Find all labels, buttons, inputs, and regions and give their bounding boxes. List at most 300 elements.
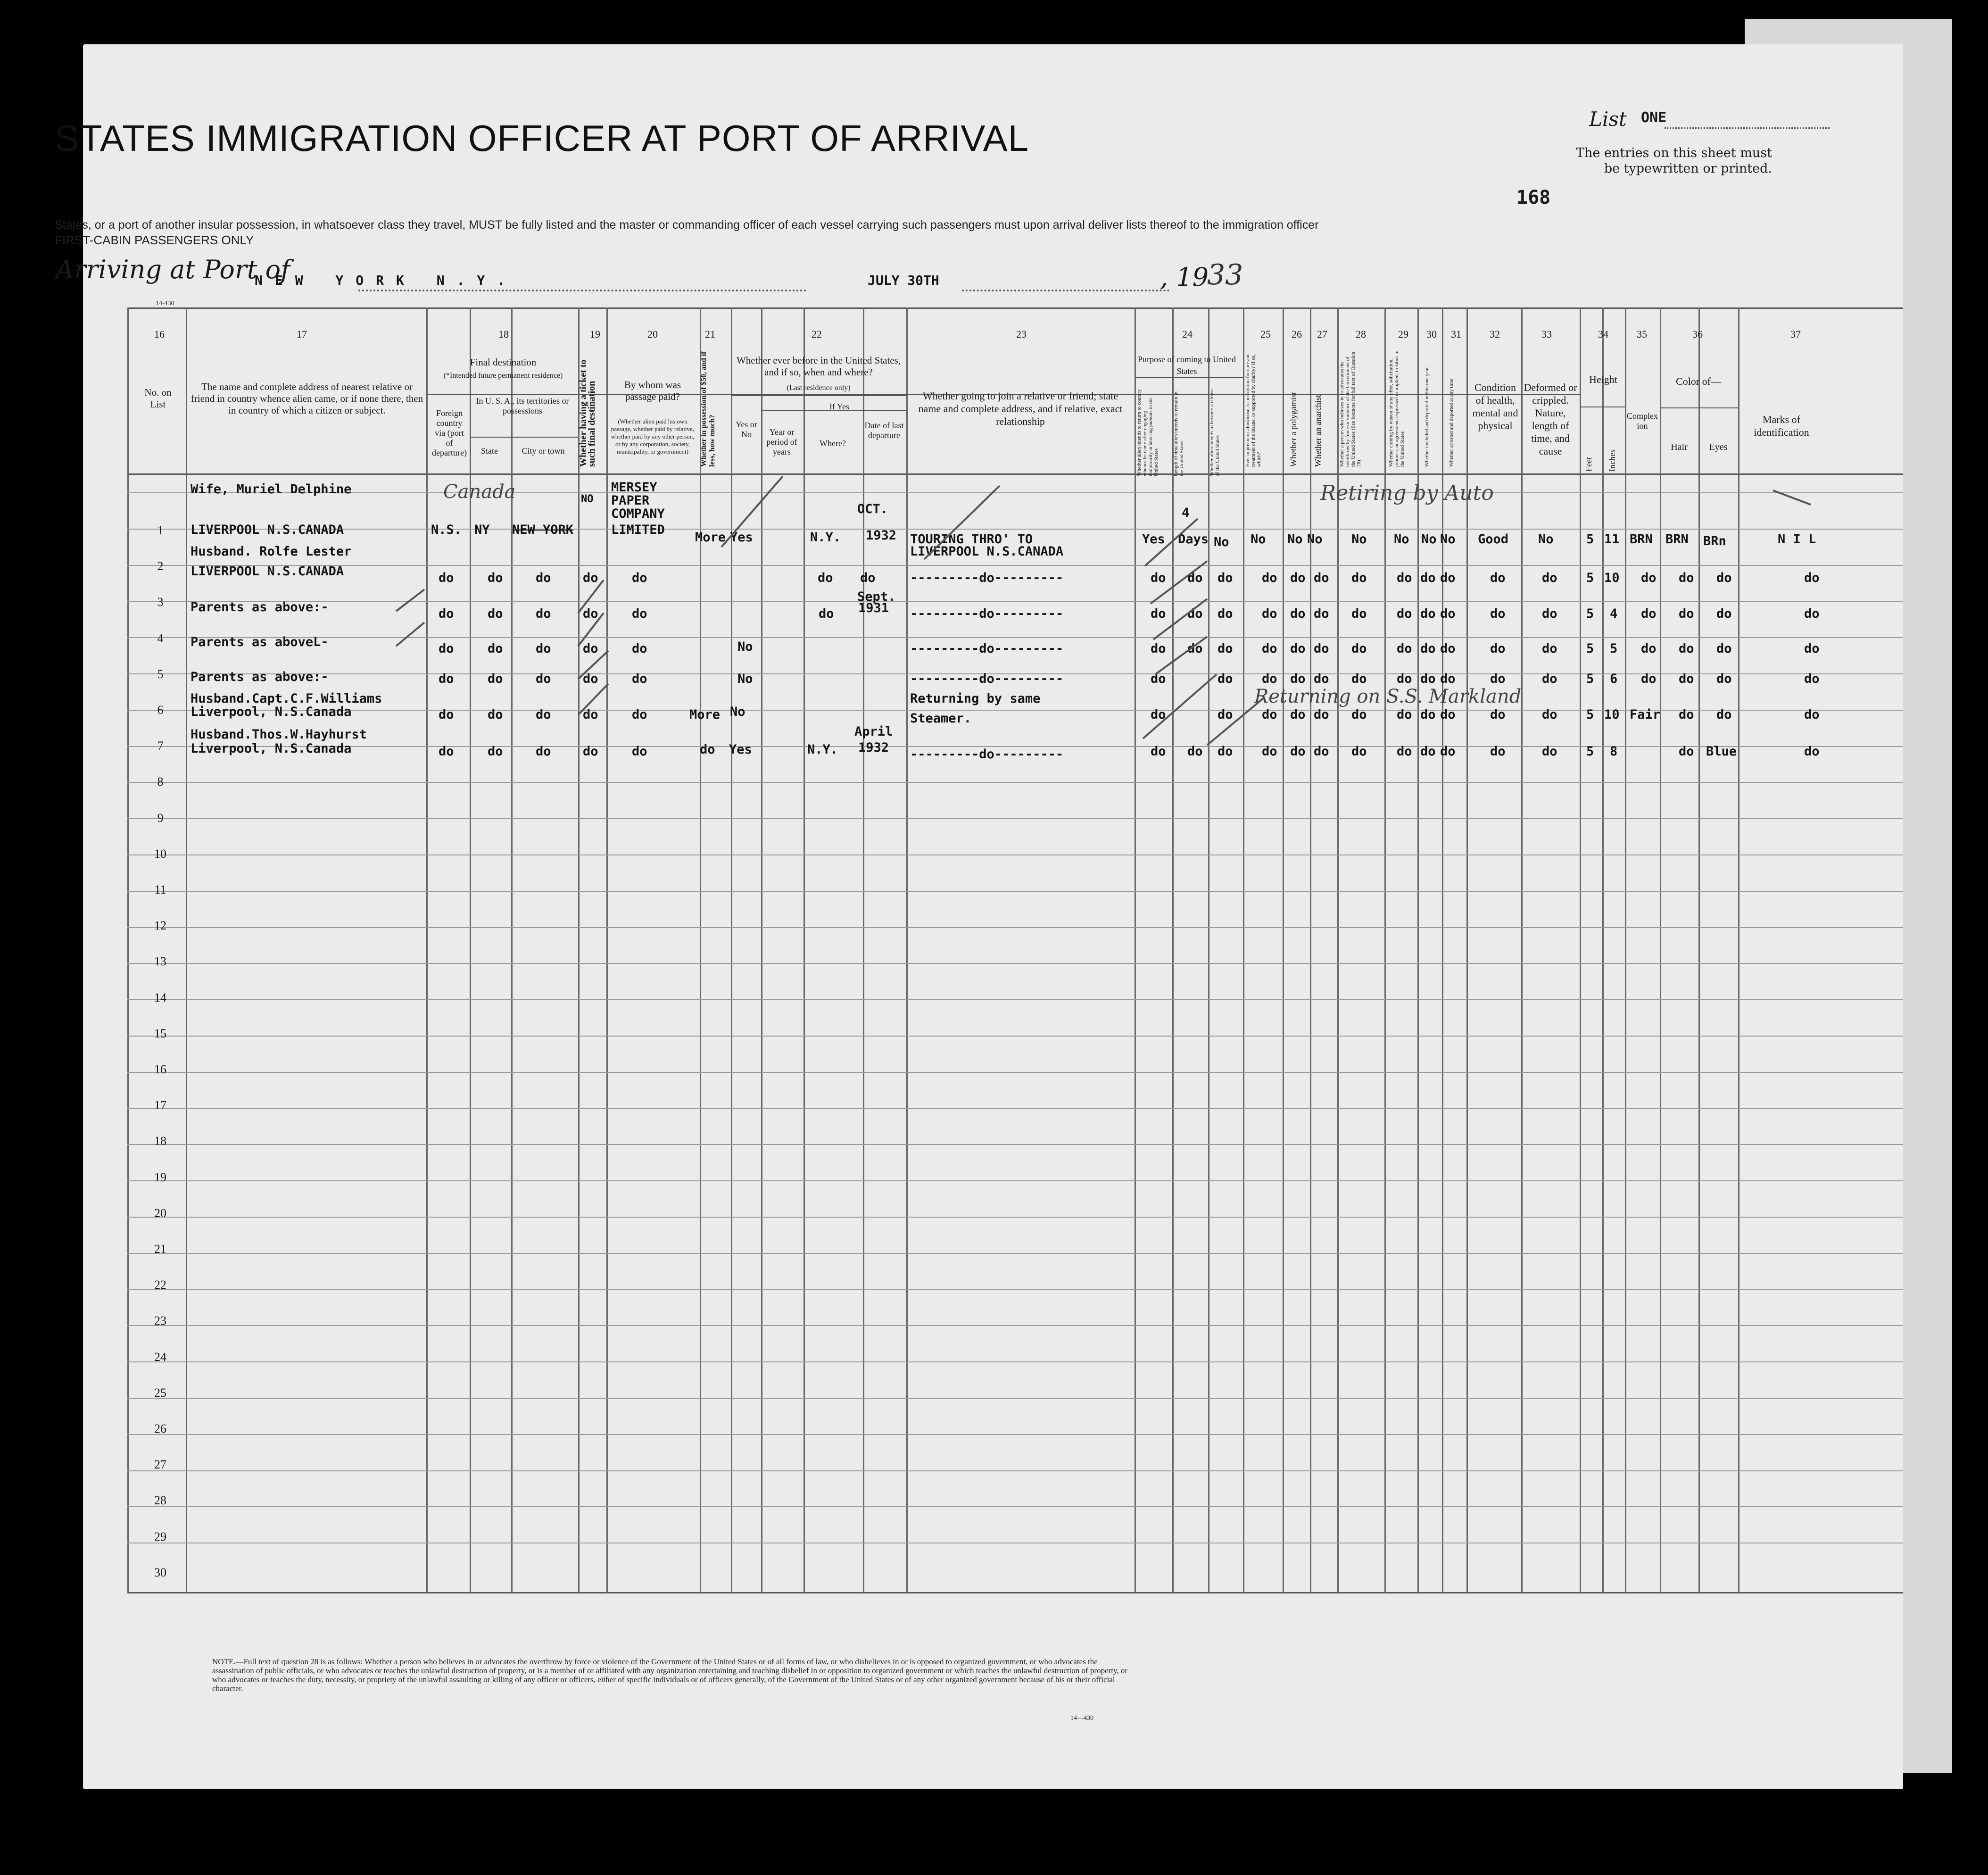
entry-r1-eyes: BRn <box>1703 534 1726 548</box>
entry-r6-complexion: Fair <box>1630 707 1661 722</box>
ditto-mark: do <box>536 571 551 585</box>
header-going-to-join: Whether going to join a relative or friend; state name and complete address, and if relative, exact relationship <box>918 390 1123 427</box>
row-number: 27 <box>154 1458 166 1471</box>
row-number: 29 <box>154 1530 166 1543</box>
first-cabin-label: FIRST-CABIN PASSENGERS ONLY <box>55 233 254 247</box>
ditto-mark: do <box>1314 571 1329 585</box>
ditto-mark: do <box>1151 707 1166 722</box>
header-purpose: Purpose of coming to United States <box>1138 355 1236 376</box>
entry-r4-feet: 5 <box>1586 641 1594 656</box>
entry-r2-name: LIVERPOOL N.S.CANADA <box>191 564 344 579</box>
page-title: STATES IMMIGRATION OFFICER AT PORT OF ARRIVAL <box>55 117 1029 159</box>
row-number: 18 <box>154 1134 166 1148</box>
handwritten-returning: Returning on S.S. Markland <box>1254 686 1522 707</box>
col-number: 16 <box>154 328 165 340</box>
col-number: 17 <box>297 328 307 340</box>
row-number: 17 <box>154 1098 166 1112</box>
entry-pre1-passage3: COMPANY <box>611 506 665 521</box>
ditto-mark: do <box>1218 641 1233 656</box>
header-final-destination: Final destination <box>470 357 537 368</box>
ditto-mark: do <box>1351 641 1367 656</box>
ditto-mark: do <box>1542 744 1557 759</box>
ditto-mark: do <box>1187 641 1203 656</box>
entry-r6-name: Liverpool, N.S.Canada <box>191 705 352 719</box>
ditto-mark: do <box>632 606 647 621</box>
ditto-mark: do <box>818 571 833 585</box>
row-number: 9 <box>157 811 164 825</box>
header-q30: Whether excluded and deported within one year <box>1424 367 1430 467</box>
ditto-mark: do <box>1262 641 1277 656</box>
header-anarchist: Whether an anarchist <box>1313 395 1323 467</box>
ditto-mark: do <box>1641 672 1657 686</box>
entry-r1-where: N.Y. <box>810 530 841 545</box>
ditto-mark: do <box>1151 641 1166 656</box>
ditto-mark: do <box>1490 641 1506 656</box>
ditto-mark: do <box>1641 571 1657 585</box>
form-number: 14-430 <box>156 300 174 307</box>
footnote-form-number: 14—430 <box>1070 1715 1093 1722</box>
ditto-mark: do <box>1679 744 1694 759</box>
year-prefix: , 19 <box>1160 262 1209 292</box>
entry-pre6-name: Husband.Capt.C.F.Williams <box>191 691 382 706</box>
entry-r2-feet: 5 <box>1586 571 1594 585</box>
ditto-mark: do <box>1397 707 1412 722</box>
ditto-mark: do <box>583 571 598 585</box>
row-number: 26 <box>154 1422 166 1435</box>
header-purpose-c: Whether alien intends to become a citizen of the United States <box>1209 389 1220 476</box>
header-purpose-b: Length of time alien intends to remain in the United States <box>1173 391 1185 476</box>
entry-pre7-date: April <box>854 724 893 739</box>
row-number: 13 <box>154 954 166 968</box>
header-purpose-a: Whether alien intends to return to country whence he came after engaging temporarily in laboring pursuits in the United States <box>1136 389 1159 476</box>
entry-r1-marks: N I L <box>1778 532 1816 547</box>
col-number: 26 <box>1292 328 1302 340</box>
header-state: State <box>481 446 498 456</box>
entry-r1-state: NY <box>474 523 490 537</box>
ditto-mark: do <box>1290 571 1306 585</box>
header-fifty-dollars: Whether in possession of $50, and if less, how much? <box>700 351 716 467</box>
ditto-mark: do <box>1351 571 1367 585</box>
row-number: 2 <box>157 559 164 573</box>
ditto-mark: do <box>1420 672 1436 686</box>
header-date-departure: Date of last departure <box>864 421 904 440</box>
row-number: 28 <box>154 1493 166 1507</box>
col-number: 24 <box>1182 328 1193 340</box>
ditto-mark: do <box>632 571 647 585</box>
ditto-mark: do <box>536 641 551 656</box>
row-number: 24 <box>154 1350 166 1364</box>
header-q28: Whether a person who believes in or advocates the overthrow by force or violence of the Government of the United States (See footnote for full text of Question 28) <box>1339 351 1362 467</box>
header-ticket: Whether having a ticket to such final destination <box>578 359 597 467</box>
entry-r1-yesno: Yes <box>730 530 753 545</box>
ditto-mark: do <box>583 641 598 656</box>
ditto-mark: do <box>536 606 551 621</box>
entry-r5-name: Parents as above:- <box>191 670 329 684</box>
header-marks: Marks of identification <box>1754 414 1809 438</box>
entry-r1-purpose-top: 4 <box>1182 506 1190 520</box>
header-final-destination-sub: (*Intended future permanent residence) <box>443 372 563 380</box>
row-number: 21 <box>154 1242 166 1256</box>
entry-r4-inches: 5 <box>1610 641 1618 656</box>
entry-r6-inches: 10 <box>1604 707 1620 722</box>
ditto-mark: do <box>1542 571 1557 585</box>
ditto-mark: do <box>1679 707 1694 722</box>
entry-r7-eyes: Blue <box>1706 744 1737 759</box>
ditto-mark: do <box>1716 571 1732 585</box>
entry-r7-yesno: Yes <box>729 742 752 757</box>
row-number: 5 <box>157 667 164 681</box>
entry-r2-inches: 10 <box>1604 571 1620 585</box>
ditto-mark: do <box>1397 744 1412 759</box>
ditto-mark: do <box>1420 571 1436 585</box>
entry-r6-join: Steamer. <box>910 711 972 726</box>
ditto-mark: do <box>439 571 454 585</box>
col-number: 35 <box>1637 328 1647 340</box>
col-number: 36 <box>1692 328 1703 340</box>
entry-no-ticket: NO <box>581 493 594 505</box>
ditto-mark: do <box>1440 672 1456 686</box>
entry-r2-join: ---------do--------- <box>910 571 1064 585</box>
entry-r1-date: 1932 <box>866 528 897 543</box>
ditto-mark: do <box>583 707 598 722</box>
entry-r4-yesno: No <box>737 639 753 654</box>
entry-r3-date-top: Sept. <box>857 589 896 604</box>
entry-r7-inches: 8 <box>1610 744 1618 759</box>
entry-r1-foreign: N.S. <box>431 523 462 537</box>
entry-r1-complexion: BRN <box>1630 532 1653 547</box>
ditto-mark: do <box>1290 707 1306 722</box>
ditto-mark: do <box>1187 744 1203 759</box>
header-complexion: Complexion <box>1627 411 1658 431</box>
ditto-mark: do <box>1151 672 1166 686</box>
row-number: 10 <box>154 847 166 861</box>
ditto-mark: do <box>488 606 503 621</box>
ditto-mark: do <box>1262 571 1277 585</box>
entry-pre1-passage: MERSEY <box>611 480 657 495</box>
header-if-yes: If Yes <box>829 402 849 411</box>
col-number: 29 <box>1398 328 1408 340</box>
entry-r6-yesno: No <box>730 705 746 719</box>
col-number: 33 <box>1541 328 1552 340</box>
entry-r1-c25: No <box>1251 532 1266 547</box>
row-number: 16 <box>154 1062 166 1076</box>
header-city: City or town <box>522 446 565 456</box>
entry-r5-inches: 6 <box>1610 672 1618 686</box>
ditto-mark: do <box>439 641 454 656</box>
col-number: 28 <box>1356 328 1366 340</box>
row-number: 14 <box>154 991 166 1004</box>
ditto-mark: do <box>1542 606 1557 621</box>
col-number: 27 <box>1317 328 1327 340</box>
entry-pre2-join: LIVERPOOL N.S.CANADA <box>910 544 1064 559</box>
ditto-mark: do <box>1262 707 1277 722</box>
entry-r3-feet: 5 <box>1586 606 1594 621</box>
header-nearest-relative: The name and complete address of nearest relative or friend in country whence alien came, or if none there, then in country of which a citizen or subject. <box>191 381 423 416</box>
entry-r1-c30: No <box>1421 532 1437 547</box>
ditto-mark: do <box>1679 672 1694 686</box>
header-q29: Whether coming by reason of any offer, solicitation, promise, or agreement, expressed or implied, to labor in the United States <box>1388 350 1405 467</box>
entry-r1-inches: 11 <box>1604 532 1620 547</box>
entry-r1-passage: LIMITED <box>611 523 665 537</box>
row-number: 8 <box>157 775 164 788</box>
ditto-mark: do <box>439 606 454 621</box>
header-yes-or-no: Yes or No <box>736 420 757 439</box>
ditto-mark: do <box>1804 707 1820 722</box>
ditto-mark: do <box>1314 606 1329 621</box>
header-last-residence: (Last residence only) <box>787 384 851 392</box>
ditto-mark: do <box>1420 641 1436 656</box>
ditto-mark: do <box>536 672 551 686</box>
entry-r7-join: ---------do--------- <box>910 747 1064 762</box>
ditto-mark: do <box>1716 707 1732 722</box>
col-number: 21 <box>705 328 715 340</box>
ditto-mark: do <box>1804 744 1820 759</box>
ditto-mark: do <box>1542 672 1557 686</box>
entry-r1-c28: No <box>1351 532 1367 547</box>
entry-r1-c31: No <box>1440 532 1456 547</box>
col-number: 31 <box>1451 328 1461 340</box>
entry-r1-deformed: No <box>1538 532 1554 547</box>
ditto-mark: do <box>1351 672 1367 686</box>
entry-r6-money: More <box>689 707 721 722</box>
entry-r3-join: ---------do--------- <box>910 606 1064 621</box>
ditto-mark: do <box>1397 571 1412 585</box>
year-suffix: 33 <box>1207 258 1243 291</box>
row-number: 23 <box>154 1314 166 1327</box>
ditto-mark: do <box>1420 606 1436 621</box>
ditto-mark: do <box>1218 744 1233 759</box>
ditto-mark: do <box>1641 606 1657 621</box>
ditto-mark: do <box>1314 707 1329 722</box>
col-number: 20 <box>647 328 658 340</box>
ditto-mark: do <box>1218 571 1233 585</box>
ditto-mark: do <box>488 641 503 656</box>
ditto-mark: do <box>1490 707 1506 722</box>
ditto-mark: do <box>1440 571 1456 585</box>
ditto-mark: do <box>1641 641 1657 656</box>
page-number: 168 <box>1516 187 1551 208</box>
row-number: 11 <box>154 883 166 896</box>
header-foreign-country: Foreign country via (port of departure) <box>432 408 467 457</box>
row-number: 22 <box>154 1278 166 1292</box>
entry-r3-inches: 4 <box>1610 606 1618 621</box>
ditto-mark: do <box>1397 641 1412 656</box>
ditto-mark: do <box>1262 672 1277 686</box>
row-number: 1 <box>157 523 164 537</box>
ditto-mark: do <box>1262 744 1277 759</box>
header-in-usa: In U. S. A., its territories or possessions <box>476 396 569 415</box>
header-passage-paid: By whom was passage paid? <box>624 379 681 402</box>
ditto-mark: do <box>1218 606 1233 621</box>
arriving-label: Arriving at Port of <box>56 255 290 284</box>
list-value: ONE <box>1641 109 1667 126</box>
entry-r1-c29: No <box>1394 532 1409 547</box>
ditto-mark: do <box>439 672 454 686</box>
ditto-mark: do <box>1187 606 1203 621</box>
col-number: 34 <box>1598 328 1608 340</box>
ditto-mark: do <box>1542 641 1557 656</box>
entry-r7-feet: 5 <box>1586 744 1594 759</box>
ditto-mark: do <box>700 742 715 757</box>
entry-pre1-name: Wife, Muriel Delphine <box>191 482 352 497</box>
ditto-mark: do <box>1679 641 1694 656</box>
header-feet: Feet <box>1584 457 1593 472</box>
header-hair: Hair <box>1671 442 1688 452</box>
ditto-mark: do <box>1314 672 1329 686</box>
ditto-mark: do <box>439 744 454 759</box>
col-number: 30 <box>1426 328 1437 340</box>
entry-r7-where: N.Y. <box>807 742 838 757</box>
entry-r1-c26: No <box>1287 532 1303 547</box>
entry-r5-yesno: No <box>737 672 753 686</box>
row-number: 7 <box>157 739 164 753</box>
ditto-mark: do <box>1187 571 1203 585</box>
entry-pre7-name: Husband.Thos.W.Hayhurst <box>191 727 367 742</box>
ditto-mark: do <box>1490 571 1506 585</box>
entry-pre1-date: OCT. <box>857 502 888 516</box>
row-number: 6 <box>157 703 164 717</box>
ditto-mark: do <box>1290 672 1306 686</box>
header-inches: Inches <box>1607 449 1617 472</box>
ditto-mark: do <box>1397 606 1412 621</box>
entry-r1-hair: BRN <box>1665 532 1689 547</box>
ditto-mark: do <box>1290 606 1306 621</box>
header-height: Height <box>1589 373 1617 385</box>
row-number: 4 <box>157 631 164 645</box>
ditto-mark: do <box>1542 707 1557 722</box>
row-number: 19 <box>154 1170 166 1184</box>
entry-r1-join: TOURING THRO' TO <box>910 532 1033 547</box>
col-number: 22 <box>812 328 822 340</box>
ditto-mark: do <box>1151 571 1166 585</box>
entry-r1-purpose-c: No <box>1214 535 1229 549</box>
row-number: 25 <box>154 1386 166 1400</box>
entry-r1-city: NEW YORK <box>512 523 574 537</box>
ditto-mark: do <box>1290 641 1306 656</box>
ditto-mark: do <box>583 672 598 686</box>
ditto-mark: do <box>488 672 503 686</box>
col-number: 37 <box>1790 328 1801 340</box>
entry-pre1-passage2: PAPER <box>611 493 650 508</box>
ditto-mark: do <box>1314 744 1329 759</box>
ditto-mark: do <box>583 606 598 621</box>
header-instructions: States, or a port of another insular possession, in whatsoever class they travel, MUST be fully listed and the master or commanding officer of each vessel carrying such passengers must upon arrival deliver lists thereof to the immigration officer <box>55 218 1319 232</box>
col-number: 32 <box>1490 328 1500 340</box>
footnote-q28: NOTE.—Full text of question 28 is as follows: Whether a person who believes in or advocates the overthrow by force or violence of the Government of the United States or of all forms of law, or who disbelieves in or is opposed to organized government, or who advocates the assassination of public officials, or who advocates or teaches the unlawful destruction of property, or is a member of or affiliated with any organization entertaining and teaching disbelief in or opposition to organized government or which teaches the unlawful destruction of property, or who advocates or teaches the duty, necessity, or propriety of the unlawful assaulting or killing of any officer or officers, either of specific individuals or of officers generally, of the Government of the United States or of any other organized government because of his or their official character. <box>212 1657 1128 1693</box>
arrival-port: NEW YORK N.Y. <box>255 273 518 288</box>
handwritten-canada: Canada <box>443 481 516 503</box>
header-no-on-list: No. on List <box>144 387 172 410</box>
header-ever-before: Whether ever before in the United States, and if so, when and where? <box>736 355 901 378</box>
ditto-mark: do <box>1804 641 1820 656</box>
header-eyes: Eyes <box>1709 442 1728 452</box>
header-deformed: Deformed or crippled. Nature, length of time, and cause <box>1524 382 1577 457</box>
ditto-mark: do <box>1440 606 1456 621</box>
row-number: 30 <box>154 1566 166 1579</box>
entry-r3-name: Parents as above:- <box>191 600 329 614</box>
ditto-mark: do <box>1290 744 1306 759</box>
header-color-of: Color of— <box>1676 375 1721 387</box>
ditto-mark: do <box>488 571 503 585</box>
ditto-mark: do <box>1490 672 1506 686</box>
ditto-mark: do <box>1351 744 1367 759</box>
entry-r1-health: Good <box>1478 532 1509 547</box>
entry-r7-name: Liverpool, N.S.Canada <box>191 741 352 756</box>
col-number: 25 <box>1260 328 1271 340</box>
col-number: 23 <box>1016 328 1027 340</box>
header-q31: Whether arrested and deported at any time <box>1449 379 1454 467</box>
header-where: Where? <box>820 439 846 448</box>
typewritten-note: The entries on this sheet must be typewritten or printed. <box>1575 146 1772 176</box>
entry-r1-purpose-b: Days <box>1178 532 1209 547</box>
ditto-mark: do <box>488 744 503 759</box>
ditto-mark: do <box>1420 707 1436 722</box>
ditto-mark: do <box>1716 606 1732 621</box>
ditto-mark: do <box>1440 707 1456 722</box>
ditto-mark: do <box>1218 672 1233 686</box>
ditto-mark: do <box>1440 641 1456 656</box>
header-passage-paid-sub: (Whether alien paid his own passage, whether paid by relative, whether paid by any other person, or by any corporation, society, municipality, or government) <box>611 418 695 455</box>
ditto-mark: do <box>1397 672 1412 686</box>
ditto-mark: do <box>488 707 503 722</box>
ditto-mark: do <box>1804 672 1820 686</box>
ditto-mark: do <box>1440 744 1456 759</box>
entry-r1-purpose-a: Yes <box>1142 532 1165 547</box>
ditto-mark: do <box>536 707 551 722</box>
ditto-mark: do <box>1351 606 1367 621</box>
header-prison: Ever in prison or almshouse, or institution for care and treatment of the insane, or supported by charity? If so, which? <box>1245 353 1262 467</box>
ditto-mark: do <box>632 707 647 722</box>
header-polygamist: Whether a polygamist <box>1289 392 1298 467</box>
entry-r7-date: 1932 <box>858 740 889 755</box>
ditto-mark: do <box>632 672 647 686</box>
ditto-mark: do <box>1804 571 1820 585</box>
ditto-mark: do <box>536 744 551 759</box>
entry-r3-date: 1931 <box>858 601 889 615</box>
list-label: List <box>1589 108 1627 131</box>
entry-r1-name: LIVERPOOL N.S.CANADA <box>191 523 344 537</box>
row-number: 12 <box>154 919 166 932</box>
col-number: 18 <box>498 328 509 340</box>
row-number: 20 <box>154 1206 166 1220</box>
entry-r1-feet: 5 <box>1586 532 1594 547</box>
arrival-date: JULY 30TH <box>868 273 939 288</box>
ditto-mark: do <box>439 707 454 722</box>
entry-r5-feet: 5 <box>1586 672 1594 686</box>
ditto-mark: do <box>1804 606 1820 621</box>
entry-pre2-name: Husband. Rolfe Lester <box>191 544 352 559</box>
col-number: 19 <box>590 328 600 340</box>
ditto-mark: do <box>1490 744 1506 759</box>
ditto-mark: do <box>1151 606 1166 621</box>
ditto-mark: do <box>1351 707 1367 722</box>
entry-pre6-join: Returning by same <box>910 691 1041 706</box>
ditto-mark: do <box>1314 641 1329 656</box>
entry-r1-money: More <box>695 530 726 545</box>
ditto-mark: do <box>1716 672 1732 686</box>
ditto-mark: do <box>1716 641 1732 656</box>
entry-r4-name: Parents as aboveL- <box>191 635 329 649</box>
ditto-mark: do <box>1679 606 1694 621</box>
header-health: Condition of health, mental and physical <box>1472 382 1518 431</box>
row-number: 3 <box>157 595 164 609</box>
ditto-mark: do <box>632 744 647 759</box>
ditto-mark: do <box>1679 571 1694 585</box>
ditto-mark: do <box>632 641 647 656</box>
ditto-mark: do <box>860 571 876 585</box>
handwritten-retiring: Retiring by Auto <box>1320 481 1494 505</box>
ditto-mark: do <box>819 606 834 621</box>
